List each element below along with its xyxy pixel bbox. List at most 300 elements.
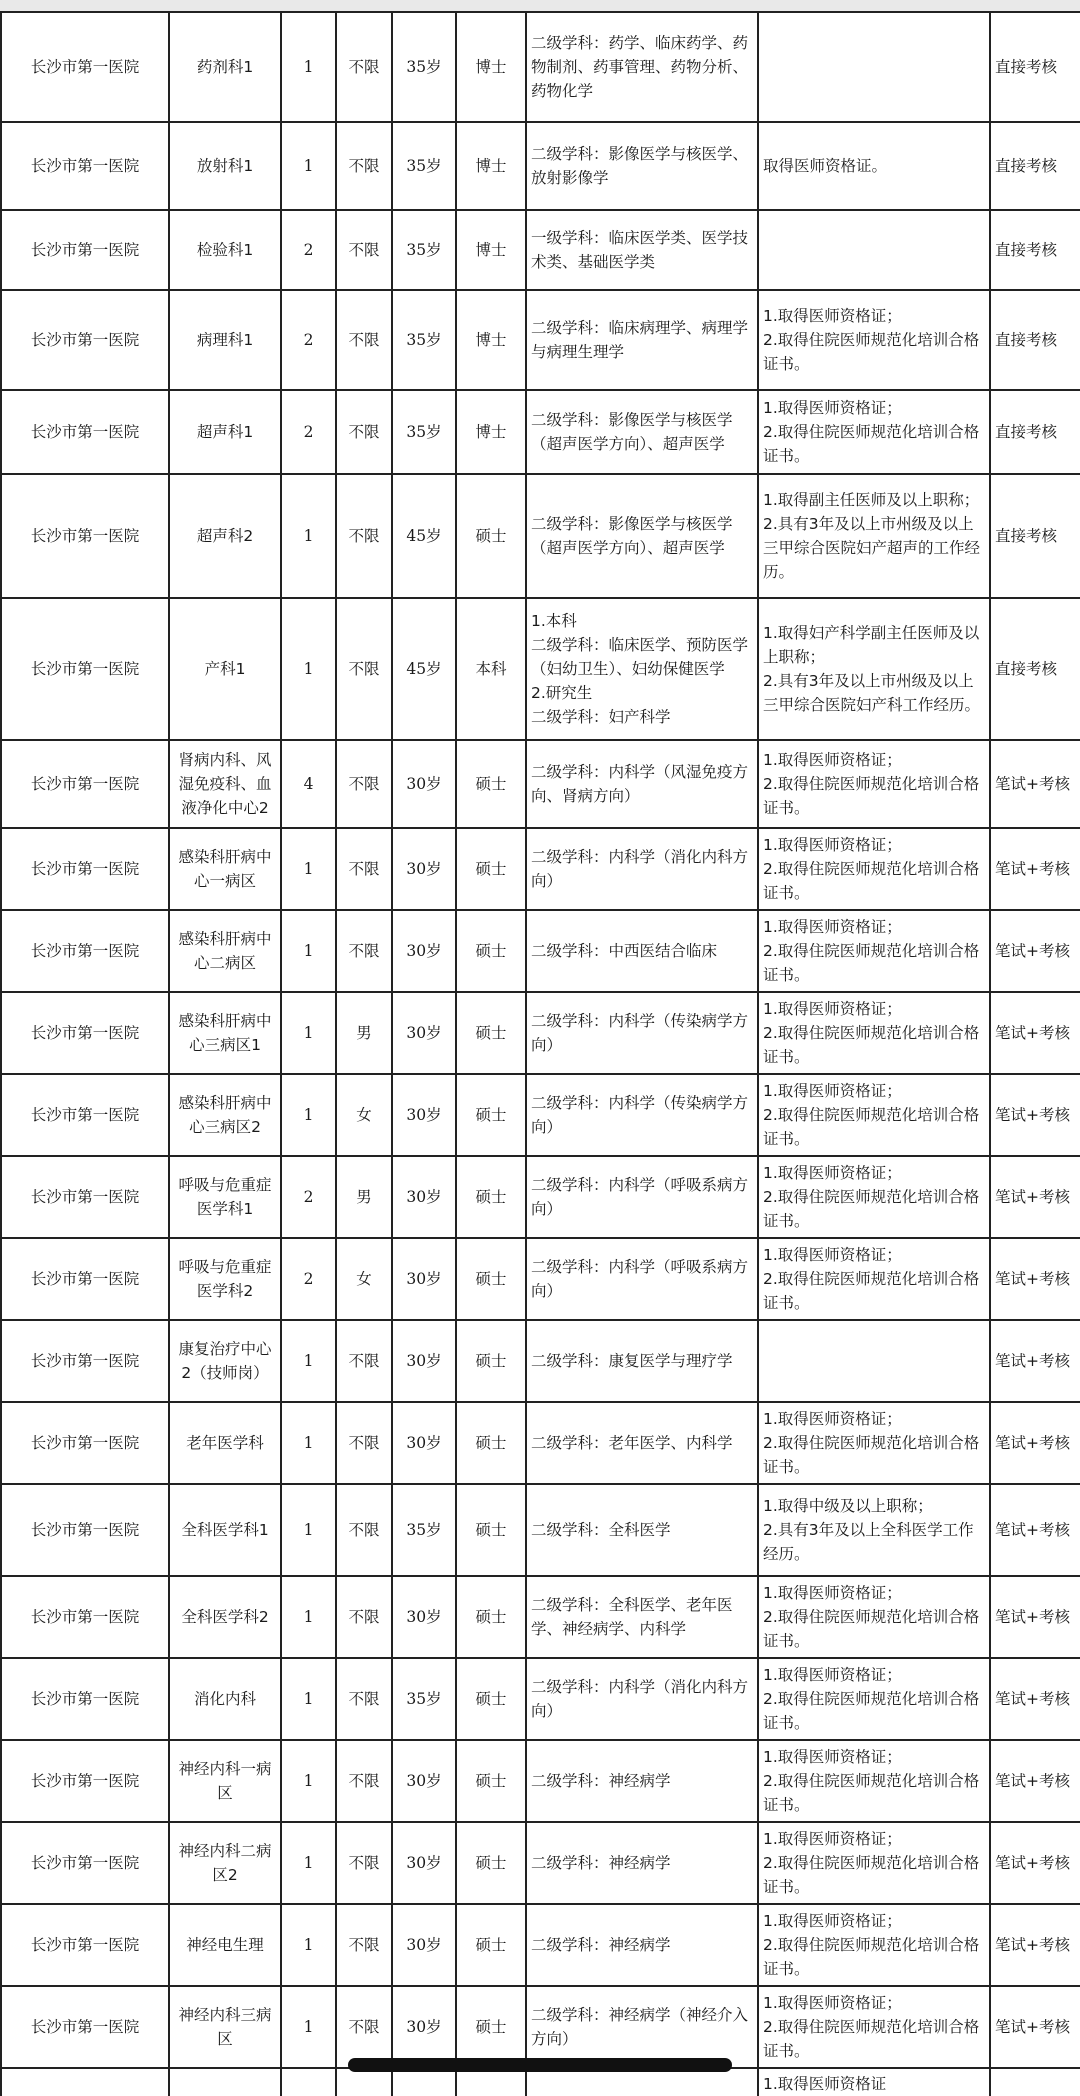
- unit-cell: 长沙市第一医院: [1, 1320, 169, 1402]
- department-cell: 神经内科一病区: [169, 1740, 281, 1822]
- requirement-line: 2.取得住院医师规范化培训合格证书。: [763, 1188, 980, 1230]
- exam-method-cell: 直接考核: [990, 390, 1080, 474]
- requirement-line: 1.取得医师资格证；: [763, 1666, 902, 1684]
- headcount-cell: 1: [281, 474, 336, 598]
- major-line: 二级学科：老年医学、内科学: [531, 1434, 733, 1452]
- age-limit-cell: 30岁: [392, 1238, 456, 1320]
- department-cell: 检验科1: [169, 210, 281, 290]
- requirement-line: 1.取得医师资格证；: [763, 1164, 902, 1182]
- unit-cell: 长沙市第一医院: [1, 1904, 169, 1986]
- table-row: [1, 1074, 1080, 1156]
- gender-cell: 不限: [336, 290, 392, 390]
- requirement-line: 2.取得住院医师规范化培训合格证书。: [763, 860, 980, 902]
- major-cell: [526, 740, 758, 828]
- headcount-cell: 2: [281, 1238, 336, 1320]
- exam-method-cell: 笔试+考核: [990, 1576, 1080, 1658]
- requirement-line: 1.取得医师资格证；: [763, 1830, 902, 1848]
- gender-cell: 不限: [336, 1484, 392, 1576]
- age-limit-cell: 45岁: [392, 474, 456, 598]
- major-line: 1.本科: [531, 612, 577, 630]
- major-cell: [526, 1740, 758, 1822]
- exam-method-cell: 笔试+考核: [990, 1822, 1080, 1904]
- department-cell: 神经内科二病区2: [169, 1822, 281, 1904]
- exam-method-cell: 直接考核: [990, 290, 1080, 390]
- unit-cell: 长沙市第一医院: [1, 1156, 169, 1238]
- exam-method-cell: 笔试+考核: [990, 910, 1080, 992]
- education-cell: 硕士: [456, 1238, 526, 1320]
- major-line: 二级学科：神经病学（神经介入方向）: [531, 2006, 749, 2048]
- headcount-cell: 1: [281, 1402, 336, 1484]
- next-row-partial: [0, 2082, 1080, 2096]
- table-row: [1, 598, 1080, 740]
- department-cell: 感染科肝病中心三病区2: [169, 1074, 281, 1156]
- headcount-cell: 1: [281, 1822, 336, 1904]
- requirement-line: 取得医师资格证。: [763, 157, 888, 175]
- major-cell: [526, 1822, 758, 1904]
- requirement-line: 1.取得医师资格证；: [763, 751, 902, 769]
- age-limit-cell: 30岁: [392, 1986, 456, 2068]
- table-row: [1, 1402, 1080, 1484]
- major-cell: [526, 828, 758, 910]
- age-limit-cell: 30岁: [392, 740, 456, 828]
- age-limit-cell: 45岁: [392, 598, 456, 740]
- education-cell: 硕士: [456, 474, 526, 598]
- requirements-cell: [758, 992, 990, 1074]
- exam-method-cell: 直接考核: [990, 122, 1080, 210]
- age-limit-cell: 35岁: [392, 12, 456, 122]
- table-row: [1, 1238, 1080, 1320]
- requirement-line: 1.取得医师资格证；: [763, 1246, 902, 1264]
- major-line: 二级学科：影像医学与核医学、放射影像学: [531, 145, 749, 187]
- unit-cell: 长沙市第一医院: [1, 1402, 169, 1484]
- unit-cell: 长沙市第一医院: [1, 828, 169, 910]
- exam-method-cell: 笔试+考核: [990, 992, 1080, 1074]
- department-cell: 呼吸与危重症医学科1: [169, 1156, 281, 1238]
- age-limit-cell: 30岁: [392, 1320, 456, 1402]
- department-cell: 放射科1: [169, 122, 281, 210]
- major-cell: [526, 1320, 758, 1402]
- requirements-cell: [758, 1740, 990, 1822]
- requirements-cell: [758, 290, 990, 390]
- headcount-cell: 1: [281, 1740, 336, 1822]
- department-cell: 感染科肝病中心一病区: [169, 828, 281, 910]
- major-cell: [526, 210, 758, 290]
- table-row: [1, 1576, 1080, 1658]
- table-row: [1, 122, 1080, 210]
- gender-cell: 男: [336, 992, 392, 1074]
- gender-cell: 不限: [336, 1402, 392, 1484]
- major-line: 二级学科：临床病理学、病理学与病理生理学: [531, 319, 749, 361]
- top-spacer-row: [1, 0, 1080, 12]
- unit-cell: 长沙市第一医院: [1, 1576, 169, 1658]
- gender-cell: 不限: [336, 828, 392, 910]
- education-cell: 硕士: [456, 1402, 526, 1484]
- requirements-cell: [758, 1822, 990, 1904]
- department-cell: 药剂科1: [169, 12, 281, 122]
- table-body: [1, 0, 1080, 2096]
- requirement-line: 1.取得医师资格证；: [763, 399, 902, 417]
- headcount-cell: 1: [281, 598, 336, 740]
- headcount-cell: 2: [281, 1156, 336, 1238]
- major-line: 二级学科：内科学（传染病学方向）: [531, 1094, 749, 1136]
- major-cell: [526, 1576, 758, 1658]
- major-line: 二级学科：内科学（消化内科方向）: [531, 1678, 749, 1720]
- requirement-line: 1.取得副主任医师及以上职称；: [763, 491, 980, 509]
- major-line: 二级学科：全科医学: [531, 1521, 671, 1539]
- requirement-line: 2.取得住院医师规范化培训合格证书。: [763, 1270, 980, 1312]
- requirement-line: 2.取得住院医师规范化培训合格证书。: [763, 2018, 980, 2060]
- exam-method-cell: 笔试+考核: [990, 740, 1080, 828]
- unit-cell: 长沙市第一医院: [1, 390, 169, 474]
- education-cell: 博士: [456, 390, 526, 474]
- unit-cell: 长沙市第一医院: [1, 1484, 169, 1576]
- table-row: [1, 1484, 1080, 1576]
- headcount-cell: 2: [281, 210, 336, 290]
- requirements-cell: [758, 1074, 990, 1156]
- major-cell: [526, 290, 758, 390]
- gender-cell: 不限: [336, 1740, 392, 1822]
- major-line: 二级学科：神经病学: [531, 1936, 671, 1954]
- requirement-line: 2.取得住院医师规范化培训合格证书。: [763, 1772, 980, 1814]
- major-line: 二级学科：内科学（消化内科方向）: [531, 848, 749, 890]
- table-row: [1, 1740, 1080, 1822]
- unit-cell: 长沙市第一医院: [1, 598, 169, 740]
- headcount-cell: 1: [281, 122, 336, 210]
- age-limit-cell: 30岁: [392, 1074, 456, 1156]
- major-line: 二级学科：内科学（传染病学方向）: [531, 1012, 749, 1054]
- requirements-cell: [758, 1238, 990, 1320]
- table-row: [1, 910, 1080, 992]
- major-line: 二级学科：中西医结合临床: [531, 942, 718, 960]
- headcount-cell: 1: [281, 12, 336, 122]
- requirement-line: 1.取得医师资格证；: [763, 1994, 902, 2012]
- requirements-cell: [758, 390, 990, 474]
- major-cell: [526, 598, 758, 740]
- unit-cell: 长沙市第一医院: [1, 1986, 169, 2068]
- requirement-line: 2.取得住院医师规范化培训合格证书。: [763, 1608, 980, 1650]
- gender-cell: 不限: [336, 1320, 392, 1402]
- education-cell: 硕士: [456, 1320, 526, 1402]
- headcount-cell: 1: [281, 1576, 336, 1658]
- headcount-cell: 1: [281, 1986, 336, 2068]
- major-cell: [526, 1156, 758, 1238]
- age-limit-cell: 30岁: [392, 992, 456, 1074]
- education-cell: 博士: [456, 290, 526, 390]
- education-cell: 硕士: [456, 1156, 526, 1238]
- requirement-line: 1.取得妇产科学副主任医师及以上职称；: [763, 624, 980, 666]
- exam-method-cell: 笔试+考核: [990, 1986, 1080, 2068]
- requirement-line: 2.取得住院医师规范化培训合格证书。: [763, 1690, 980, 1732]
- major-line: 二级学科：临床医学、预防医学（妇幼卫生）、妇幼保健医学: [531, 636, 749, 678]
- department-cell: 老年医学科: [169, 1402, 281, 1484]
- age-limit-cell: 30岁: [392, 1904, 456, 1986]
- education-cell: 博士: [456, 210, 526, 290]
- requirement-line: 2.取得住院医师规范化培训合格证书。: [763, 1936, 980, 1978]
- gender-cell: 不限: [336, 210, 392, 290]
- requirement-line: 1.取得医师资格证；: [763, 836, 902, 854]
- exam-method-cell: 笔试+考核: [990, 1658, 1080, 1740]
- major-line: 二级学科：全科医学、老年医学、神经病学、内科学: [531, 1596, 733, 1638]
- major-cell: [526, 474, 758, 598]
- requirement-line: 1.取得医师资格证；: [763, 1082, 902, 1100]
- age-limit-cell: 35岁: [392, 290, 456, 390]
- headcount-cell: 4: [281, 740, 336, 828]
- home-indicator[interactable]: [348, 2058, 732, 2072]
- department-cell: 产科1: [169, 598, 281, 740]
- gender-cell: 不限: [336, 740, 392, 828]
- education-cell: 硕士: [456, 910, 526, 992]
- unit-cell: 长沙市第一医院: [1, 910, 169, 992]
- major-cell: [526, 1658, 758, 1740]
- requirements-cell: 1.取得医师资格证: [758, 2068, 990, 2096]
- requirement-line: 1.取得医师资格证；: [763, 918, 902, 936]
- major-line: 二级学科：药学、临床药学、药物制剂、药事管理、药物分析、药物化学: [531, 34, 749, 100]
- exam-method-cell: 笔试+考核: [990, 1402, 1080, 1484]
- department-cell: 肾病内科、风湿免疫科、血液净化中心2: [169, 740, 281, 828]
- requirements-cell: [758, 598, 990, 740]
- department-cell: 康复治疗中心2（技师岗）: [169, 1320, 281, 1402]
- exam-method-cell: 笔试+考核: [990, 1904, 1080, 1986]
- headcount-cell: 2: [281, 390, 336, 474]
- education-cell: 硕士: [456, 740, 526, 828]
- table-row: [1, 12, 1080, 122]
- exam-method-cell: 笔试+考核: [990, 1740, 1080, 1822]
- gender-cell: 不限: [336, 1822, 392, 1904]
- headcount-cell: 1: [281, 1658, 336, 1740]
- gender-cell: 不限: [336, 390, 392, 474]
- requirements-cell: [758, 1402, 990, 1484]
- exam-method-cell: 笔试+考核: [990, 828, 1080, 910]
- education-cell: 硕士: [456, 1740, 526, 1822]
- table-row: [1, 390, 1080, 474]
- table-row: [1, 1986, 1080, 2068]
- major-line: 一级学科：临床医学类、医学技术类、基础医学类: [531, 229, 749, 271]
- major-cell: [526, 1904, 758, 1986]
- requirement-line: 1.取得医师资格证；: [763, 1410, 902, 1428]
- department-cell: 神经电生理: [169, 1904, 281, 1986]
- major-cell: [526, 390, 758, 474]
- requirements-cell: [758, 474, 990, 598]
- requirement-line: 2.具有3年及以上全科医学工作经历。: [763, 1521, 974, 1563]
- requirement-line: 2.具有3年及以上市州级及以上三甲综合医院妇产超声的工作经历。: [763, 515, 981, 581]
- gender-cell: 不限: [336, 474, 392, 598]
- table-row: [1, 1320, 1080, 1402]
- department-cell: 超声科2: [169, 474, 281, 598]
- major-cell: [526, 910, 758, 992]
- headcount-cell: 1: [281, 1320, 336, 1402]
- headcount-cell: 1: [281, 828, 336, 910]
- education-cell: 本科: [456, 598, 526, 740]
- requirement-line: 2.取得住院医师规范化培训合格证书。: [763, 1106, 980, 1148]
- age-limit-cell: 35岁: [392, 210, 456, 290]
- department-cell: 消化内科: [169, 1658, 281, 1740]
- gender-cell: 女: [336, 1074, 392, 1156]
- age-limit-cell: 35岁: [392, 1484, 456, 1576]
- headcount-cell: 1: [281, 992, 336, 1074]
- department-cell: 神经内科三病区: [169, 1986, 281, 2068]
- major-line: 二级学科：影像医学与核医学（超声医学方向）、超声医学: [531, 411, 733, 453]
- table-row: [1, 1822, 1080, 1904]
- age-limit-cell: 35岁: [392, 1658, 456, 1740]
- major-line: 二级学科：内科学（呼吸系病方向）: [531, 1176, 749, 1218]
- requirements-cell: [758, 1484, 990, 1576]
- requirements-cell: [758, 1156, 990, 1238]
- exam-method-cell: 直接考核: [990, 598, 1080, 740]
- major-line: 二级学科：康复医学与理疗学: [531, 1352, 733, 1370]
- major-line: 二级学科：妇产科学: [531, 708, 671, 726]
- education-cell: 硕士: [456, 1074, 526, 1156]
- education-cell: 博士: [456, 122, 526, 210]
- requirement-line: 1.取得医师资格证；: [763, 307, 902, 325]
- major-line: 二级学科：内科学（风湿免疫方向、肾病方向）: [531, 763, 749, 805]
- requirement-line: 2.取得住院医师规范化培训合格证书。: [763, 1434, 980, 1476]
- requirements-cell: [758, 740, 990, 828]
- department-cell: 呼吸与危重症医学科2: [169, 1238, 281, 1320]
- requirement-line: 1.取得医师资格证；: [763, 1912, 902, 1930]
- major-line: 2.研究生: [531, 684, 593, 702]
- requirement-line: 2.取得住院医师规范化培训合格证书。: [763, 1854, 980, 1896]
- unit-cell: 长沙市第一医院: [1, 122, 169, 210]
- gender-cell: 不限: [336, 910, 392, 992]
- age-limit-cell: 35岁: [392, 390, 456, 474]
- age-limit-cell: 30岁: [392, 828, 456, 910]
- major-cell: [526, 122, 758, 210]
- exam-method-cell: 直接考核: [990, 210, 1080, 290]
- table-row: [1, 1904, 1080, 1986]
- requirement-line: 2.具有3年及以上市州级及以上三甲综合医院妇产科工作经历。: [763, 672, 981, 714]
- unit-cell: 长沙市第一医院: [1, 1822, 169, 1904]
- age-limit-cell: 30岁: [392, 1576, 456, 1658]
- requirement-line: 2.取得住院医师规范化培训合格证书。: [763, 423, 980, 465]
- headcount-cell: 1: [281, 1484, 336, 1576]
- major-line: 二级学科：神经病学: [531, 1854, 671, 1872]
- unit-cell: 长沙市第一医院: [1, 210, 169, 290]
- education-cell: 硕士: [456, 1986, 526, 2068]
- age-limit-cell: 30岁: [392, 910, 456, 992]
- unit-cell: 长沙市第一医院: [1, 12, 169, 122]
- table-row: [1, 1658, 1080, 1740]
- table-row: [1, 474, 1080, 598]
- department-cell: 超声科1: [169, 390, 281, 474]
- education-cell: 博士: [456, 12, 526, 122]
- major-cell: [526, 1074, 758, 1156]
- age-limit-cell: 35岁: [392, 122, 456, 210]
- requirement-line: 2.取得住院医师规范化培训合格证书。: [763, 942, 980, 984]
- education-cell: 硕士: [456, 1484, 526, 1576]
- age-limit-cell: 30岁: [392, 1822, 456, 1904]
- requirements-cell: [758, 1658, 990, 1740]
- requirements-cell: [758, 1576, 990, 1658]
- age-limit-cell: 30岁: [392, 1402, 456, 1484]
- requirement-line: 2.取得住院医师规范化培训合格证书。: [763, 1024, 980, 1066]
- table-row: [1, 992, 1080, 1074]
- education-cell: 硕士: [456, 992, 526, 1074]
- unit-cell: 长沙市第一医院: [1, 992, 169, 1074]
- education-cell: 硕士: [456, 1904, 526, 1986]
- major-cell: [526, 1986, 758, 2068]
- exam-method-cell: 笔试+考核: [990, 1484, 1080, 1576]
- requirement-line: 1.取得医师资格证；: [763, 1000, 902, 1018]
- exam-method-cell: 笔试+考核: [990, 1238, 1080, 1320]
- requirement-line: 2.取得住院医师规范化培训合格证书。: [763, 775, 980, 817]
- exam-method-cell: 直接考核: [990, 474, 1080, 598]
- exam-method-cell: 笔试+考核: [990, 1074, 1080, 1156]
- major-line: 二级学科：内科学（呼吸系病方向）: [531, 1258, 749, 1300]
- unit-cell: 长沙市第一医院: [1, 740, 169, 828]
- major-cell: [526, 12, 758, 122]
- major-cell: [526, 992, 758, 1074]
- requirements-cell: [758, 1986, 990, 2068]
- table-row: [1, 290, 1080, 390]
- education-cell: 硕士: [456, 828, 526, 910]
- department-cell: 感染科肝病中心三病区1: [169, 992, 281, 1074]
- requirements-cell: [758, 210, 990, 290]
- major-cell: [526, 1484, 758, 1576]
- requirements-cell: [758, 12, 990, 122]
- gender-cell: 女: [336, 1238, 392, 1320]
- gender-cell: 不限: [336, 1576, 392, 1658]
- education-cell: 硕士: [456, 1658, 526, 1740]
- unit-cell: 长沙市第一医院: [1, 1740, 169, 1822]
- gender-cell: 不限: [336, 598, 392, 740]
- major-line: 二级学科：神经病学: [531, 1772, 671, 1790]
- requirements-cell: [758, 1904, 990, 1986]
- department-cell: 病理科1: [169, 290, 281, 390]
- age-limit-cell: 30岁: [392, 1156, 456, 1238]
- unit-cell: 长沙市第一医院: [1, 290, 169, 390]
- headcount-cell: 1: [281, 1904, 336, 1986]
- major-cell: [526, 1402, 758, 1484]
- unit-cell: 长沙市第一医院: [1, 474, 169, 598]
- gender-cell: 不限: [336, 1904, 392, 1986]
- requirement-line: 1.取得医师资格证；: [763, 1584, 902, 1602]
- table-row: [1, 210, 1080, 290]
- requirement-line: 1.取得医师资格证；: [763, 1748, 902, 1766]
- headcount-cell: 1: [281, 1074, 336, 1156]
- requirements-cell: [758, 122, 990, 210]
- table-row: [1, 740, 1080, 828]
- requirements-cell: [758, 1320, 990, 1402]
- gender-cell: 不限: [336, 122, 392, 210]
- headcount-cell: 2: [281, 290, 336, 390]
- major-cell: [526, 1238, 758, 1320]
- unit-cell: 长沙市第一医院: [1, 1238, 169, 1320]
- unit-cell: 长沙市第一医院: [1, 1074, 169, 1156]
- unit-cell: 长沙市第一医院: [1, 1658, 169, 1740]
- department-cell: 全科医学科1: [169, 1484, 281, 1576]
- table-row: [1, 828, 1080, 910]
- headcount-cell: 1: [281, 910, 336, 992]
- requirements-cell: [758, 910, 990, 992]
- department-cell: 全科医学科2: [169, 1576, 281, 1658]
- requirements-cell: [758, 828, 990, 910]
- gender-cell: 男: [336, 1156, 392, 1238]
- exam-method-cell: 直接考核: [990, 12, 1080, 122]
- gender-cell: 不限: [336, 1658, 392, 1740]
- education-cell: 硕士: [456, 1822, 526, 1904]
- requirement-line: 1.取得中级及以上职称；: [763, 1497, 933, 1515]
- education-cell: 硕士: [456, 1576, 526, 1658]
- major-line: 二级学科：影像医学与核医学（超声医学方向）、超声医学: [531, 515, 733, 557]
- gender-cell: 不限: [336, 12, 392, 122]
- department-cell: 感染科肝病中心二病区: [169, 910, 281, 992]
- gender-cell: 不限: [336, 1986, 392, 2068]
- exam-method-cell: 笔试+考核: [990, 1320, 1080, 1402]
- exam-method-cell: 笔试+考核: [990, 1156, 1080, 1238]
- table-row: [1, 1156, 1080, 1238]
- requirement-line: 2.取得住院医师规范化培训合格证书。: [763, 331, 980, 373]
- age-limit-cell: 30岁: [392, 1740, 456, 1822]
